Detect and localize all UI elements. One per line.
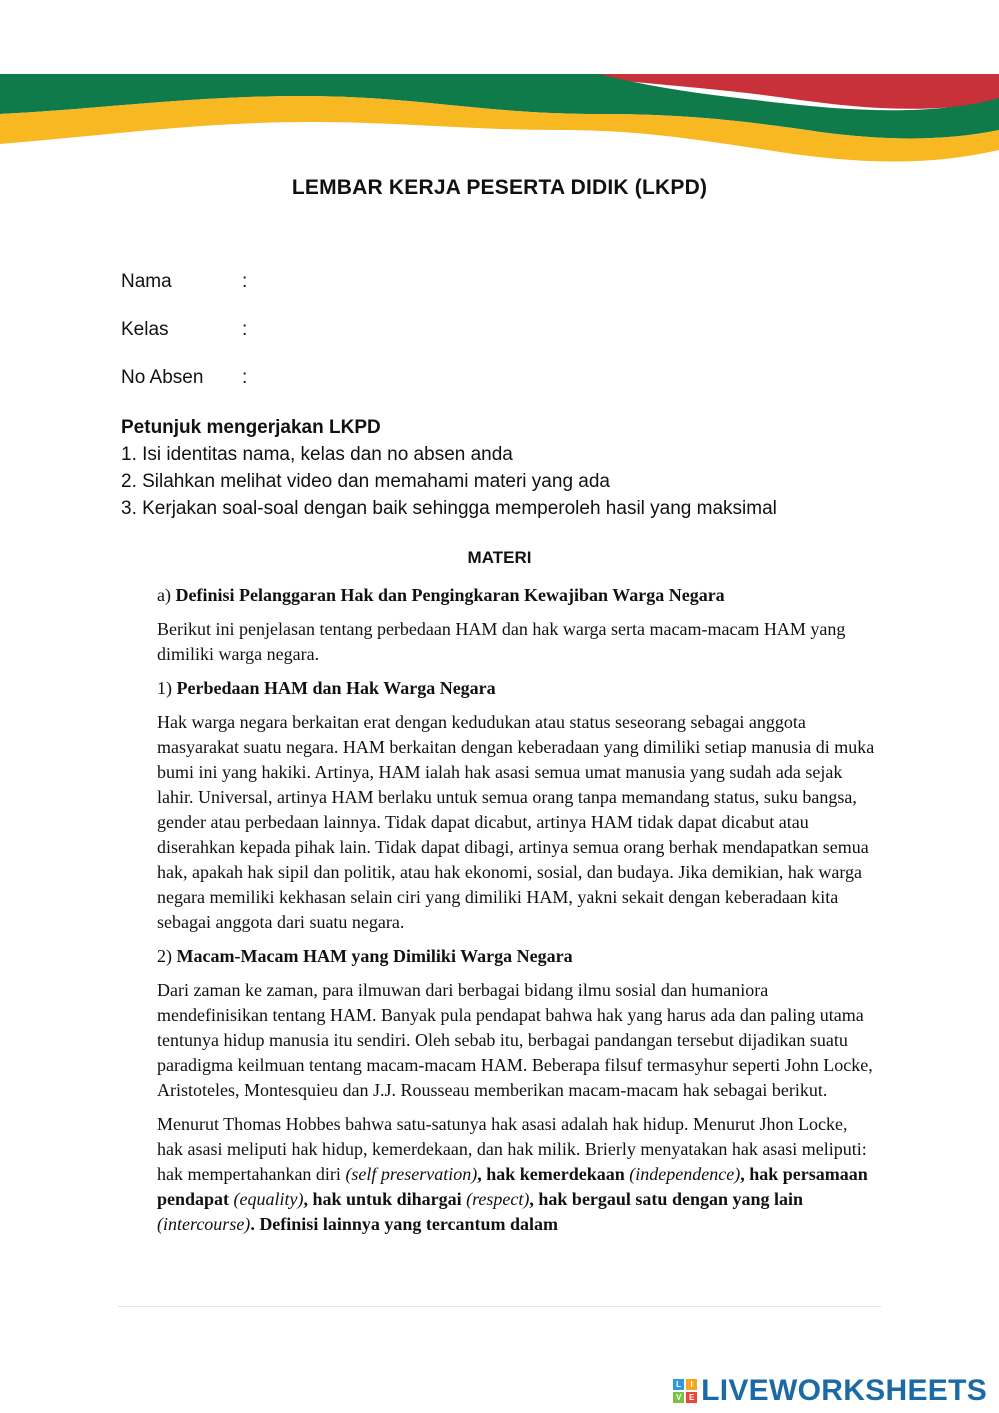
text-run: , hak kemerdekaan [477, 1164, 630, 1184]
text-run: , hak persamaan pendapat [157, 1164, 868, 1209]
header-banner [0, 74, 999, 169]
section-2-prefix: 2) [157, 946, 172, 966]
logo-text: LIVEWORKSHEETS [701, 1374, 987, 1407]
absence-number-separator: : [242, 367, 248, 388]
italic-term: (self preservation) [345, 1164, 478, 1184]
text-run: Menurut Thomas Hobbes bahwa satu-satunya hak asasi adalah hak hidup. Menurut Jhon Locke, hak asasi meliputi hak hidup, kemerdekaan, dan hak milik. Brierly menyatakan hak asasi meliputi: hak mempertahankan diri [157, 1114, 867, 1184]
instructions-heading: Petunjuk mengerjakan LKPD [121, 417, 381, 438]
instruction-item: 3. Kerjakan soal-soal dengan baik sehingga memperoleh hasil yang maksimal [121, 498, 777, 519]
instructions [121, 414, 777, 522]
text-run: . Definisi lainnya yang tercantum dalam [250, 1214, 558, 1234]
section-a-intro: Berikut ini penjelasan tentang perbedaan HAM dan hak warga serta macam-macam HAM yang dimiliki warga negara. [157, 619, 846, 664]
section-a-title: Definisi Pelanggaran Hak dan Pengingkaran Kewajiban Warga Negara [175, 585, 725, 605]
section-1-prefix: 1) [157, 678, 172, 698]
absence-number-field-row[interactable] [121, 367, 247, 389]
name-label: Nama [121, 271, 172, 292]
logo-blocks-icon [673, 1379, 697, 1403]
text-run: , hak bergaul satu dengan yang lain [529, 1189, 803, 1209]
logo-block: L [673, 1379, 684, 1390]
absence-number-label: No Absen [121, 367, 204, 388]
section-a-heading [157, 583, 877, 608]
instruction-item: 2. Silahkan melihat video dan memahami materi yang ada [121, 471, 610, 492]
section-2-heading [157, 944, 877, 969]
name-field-row[interactable] [121, 271, 247, 293]
section-1-heading [157, 676, 877, 701]
class-separator: : [242, 319, 248, 340]
materi-body [157, 583, 877, 1246]
name-separator: : [242, 271, 248, 292]
page-title: LEMBAR KERJA PESERTA DIDIK (LKPD) [291, 176, 708, 199]
italic-term: (intercourse) [157, 1214, 251, 1234]
logo-block: I [686, 1379, 697, 1390]
section-2-text: Dari zaman ke zaman, para ilmuwan dari berbagai bidang ilmu sosial dan humaniora mendefinisikan tentang HAM. Banyak pula pendapat bahwa hak yang harus ada dan paling utama tentunya hidup manusia itu sendiri. Oleh sebab itu, berbagai pandangan tersebut dijadikan suatu paradigma keilmuan tentang macam-macam HAM. Beberapa filsuf termasyhur seperti John Locke, Aristoteles, Montesquieu dan J.J. Rousseau memberikan macam-macam hak sebagai berikut. [157, 980, 873, 1100]
materi-heading: MATERI [467, 548, 532, 567]
section-1-title: Perbedaan HAM dan Hak Warga Negara [176, 678, 496, 698]
instruction-item: 1. Isi identitas nama, kelas dan no absen anda [121, 444, 513, 465]
logo-block: V [673, 1392, 684, 1403]
section-1-text: Hak warga negara berkaitan erat dengan kedudukan atau status seseorang sebagai anggota masyarakat suatu negara. HAM berkaitan dengan keberadaan yang dimiliki setiap manusia di muka bumi ini yang hakiki. Artinya, HAM ialah hak asasi semua umat manusia yang sudah ada sejak lahir. Universal, artinya HAM berlaku untuk semua orang tanpa memandang status, suku bangsa, gender atau perbedaan lainnya. Tidak dapat dicabut, artinya HAM tidak dapat dicabut atau diserahkan kepada pihak lain. Tidak dapat dibagi, artinya semua orang berhak mendapatkan semua hak, apakah hak sipil dan politik, atau hak ekonomi, sosial, dan budaya. Jika demikian, hak warga negara memiliki kekhasan selain ciri yang dimiliki HAM, yakni sekait dengan keberadaan kita sebagai anggota dari suatu negara. [157, 712, 875, 932]
italic-term: (respect) [466, 1189, 530, 1209]
class-field-row[interactable] [121, 319, 247, 341]
page-divider [118, 1306, 881, 1307]
liveworksheets-logo[interactable] [673, 1374, 987, 1408]
italic-term: (independence) [629, 1164, 741, 1184]
logo-block: E [686, 1392, 697, 1403]
text-run: , hak untuk dihargai [303, 1189, 467, 1209]
section-a-prefix: a) [157, 585, 171, 605]
class-label: Kelas [121, 319, 169, 340]
italic-term: (equality) [233, 1189, 304, 1209]
section-2-title: Macam-Macam HAM yang Dimiliki Warga Negara [176, 946, 573, 966]
section-2-paragraph-2 [157, 1112, 877, 1237]
